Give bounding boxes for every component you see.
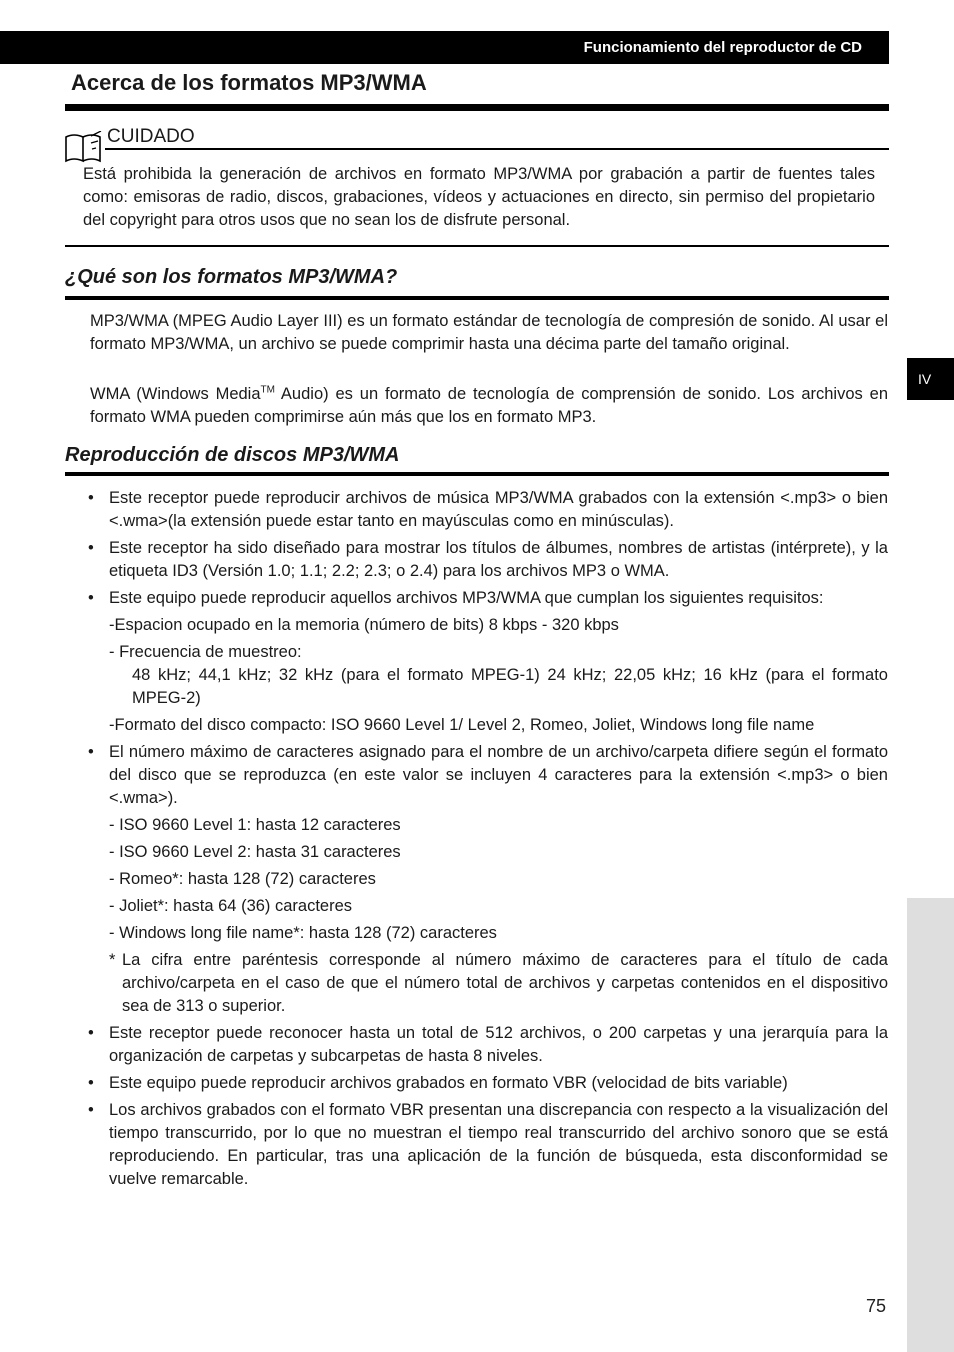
requirement-disc-format: -Formato del disco compacto: ISO 9660 Level 1/ Level 2, Romeo, Joliet, Windows long file name [109,716,815,734]
char-limit-joliet: - Joliet*: hasta 64 (36) caracteres [109,897,353,915]
requirement-bitrate: -Espacion ocupado en la memoria (número de bits) 8 kbps - 320 kbps [109,616,619,634]
side-gray-strip [907,898,954,1352]
char-limit-romeo: - Romeo*: hasta 128 (72) caracteres [109,870,376,888]
section-title-playback: Reproducción de discos MP3/WMA [65,444,400,466]
running-header-bar [0,31,889,64]
book-note-icon [64,131,102,163]
section-rule-playback [65,472,889,476]
char-limit-level1: - ISO 9660 Level 1: hasta 12 caracteres [109,816,401,834]
list-item: • Este receptor ha sido diseñado para mostrar los títulos de álbumes, nombres de artistas (intérprete), y la etiqueta ID3 (Versión 1.0; 1.1; 2.2; 2.3; o 2.4) para los archivos MP3 o WMA. [88,539,888,580]
caution-rule [105,148,889,150]
char-limit-windows: - Windows long file name*: hasta 128 (72) caracteres [109,924,497,942]
formats-paragraph-2: WMA (Windows Media™ Audio) es un formato de tecnología de comprensión de sonido. Los archivos en formato WMA pueden comprimirse aún más que los en formato MP3. [90,384,888,426]
caution-text: Está prohibida la generación de archivos en formato MP3/WMA por grabación a partir de fuentes tales como: emisoras de radio, discos, grabaciones, vídeos y actuaciones en directo, sin permiso del propietario del copyright para otros usos que no sean los de disfrute personal. [83,165,875,229]
requirement-sample-rate: - Frecuencia de muestreo: [109,643,302,661]
playback-bullet-list [85,487,888,1195]
page-title: Acerca de los formatos MP3/WMA [71,70,427,95]
title-rule [65,104,889,111]
list-item: • El número máximo de caracteres asignado para el nombre de un archivo/carpeta difiere según el formato del disco que se reproduzca (en este valor se incluyen 4 caracteres para la extensión <.mp3> o bien <.wma>). [88,743,888,807]
char-limit-level2: - ISO 9660 Level 2: hasta 31 caracteres [109,843,401,861]
sample-rate-values: 48 kHz; 44,1 kHz; 32 kHz (para el formato MPEG-1) 24 kHz; 22,05 kHz; 16 kHz (para el formato MPEG-2) [132,666,888,707]
page-number: 75 [866,1296,887,1316]
section-rule-formats [65,296,889,300]
char-limit-footnote: * La cifra entre paréntesis corresponde al número máximo de caracteres para el título de cada archivo/carpeta en el caso de que el número total de archivos y carpetas contenidos en el dispositivo sea de 313 o superior. [109,951,888,1015]
trademark-sup: TM [260,384,275,396]
running-header-title: Funcionamiento del reproductor de CD [583,39,862,56]
list-item: • Este equipo puede reproducir aquellos archivos MP3/WMA que cumplan los siguientes requisitos: [88,589,824,607]
list-item: • Este receptor puede reproducir archivos de música MP3/WMA grabados con la extensión <.mp3> o bien <.wma>(la extensión puede estar tanto en mayúsculas como en minúsculas). [88,489,888,530]
formats-paragraph-1: MP3/WMA (MPEG Audio Layer III) es un formato estándar de tecnología de compresión de sonido. Al usar el formato MP3/WMA, un archivo se puede comprimir hasta una décima parte del tamaño original. [90,312,888,353]
caution-label: CUIDADO [107,126,195,147]
section-title-formats: ¿Qué son los formatos MP3/WMA? [65,266,398,288]
list-item: • Este receptor puede reconocer hasta un total de 512 archivos, o 200 carpetas y una jerarquía para la organización de carpetas y subcarpetas de hasta 8 niveles. [88,1024,888,1065]
list-item: • Este equipo puede reproducir archivos grabados en formato VBR (velocidad de bits variable) [88,1074,788,1092]
chapter-tab [907,358,954,400]
chapter-tab-label: IV [918,371,932,387]
list-item: • Los archivos grabados con el formato VBR presentan una discrepancia con respecto a la visualización del tiempo transcurrido, por lo que no muestran el tiempo real transcurrido del archivo sonoro que se está reproduciendo. En particular, tras una aplicación de la función de búsqueda, esta disconformidad se vuelve remarcable. [88,1101,888,1188]
caution-bottom-rule [65,245,889,247]
